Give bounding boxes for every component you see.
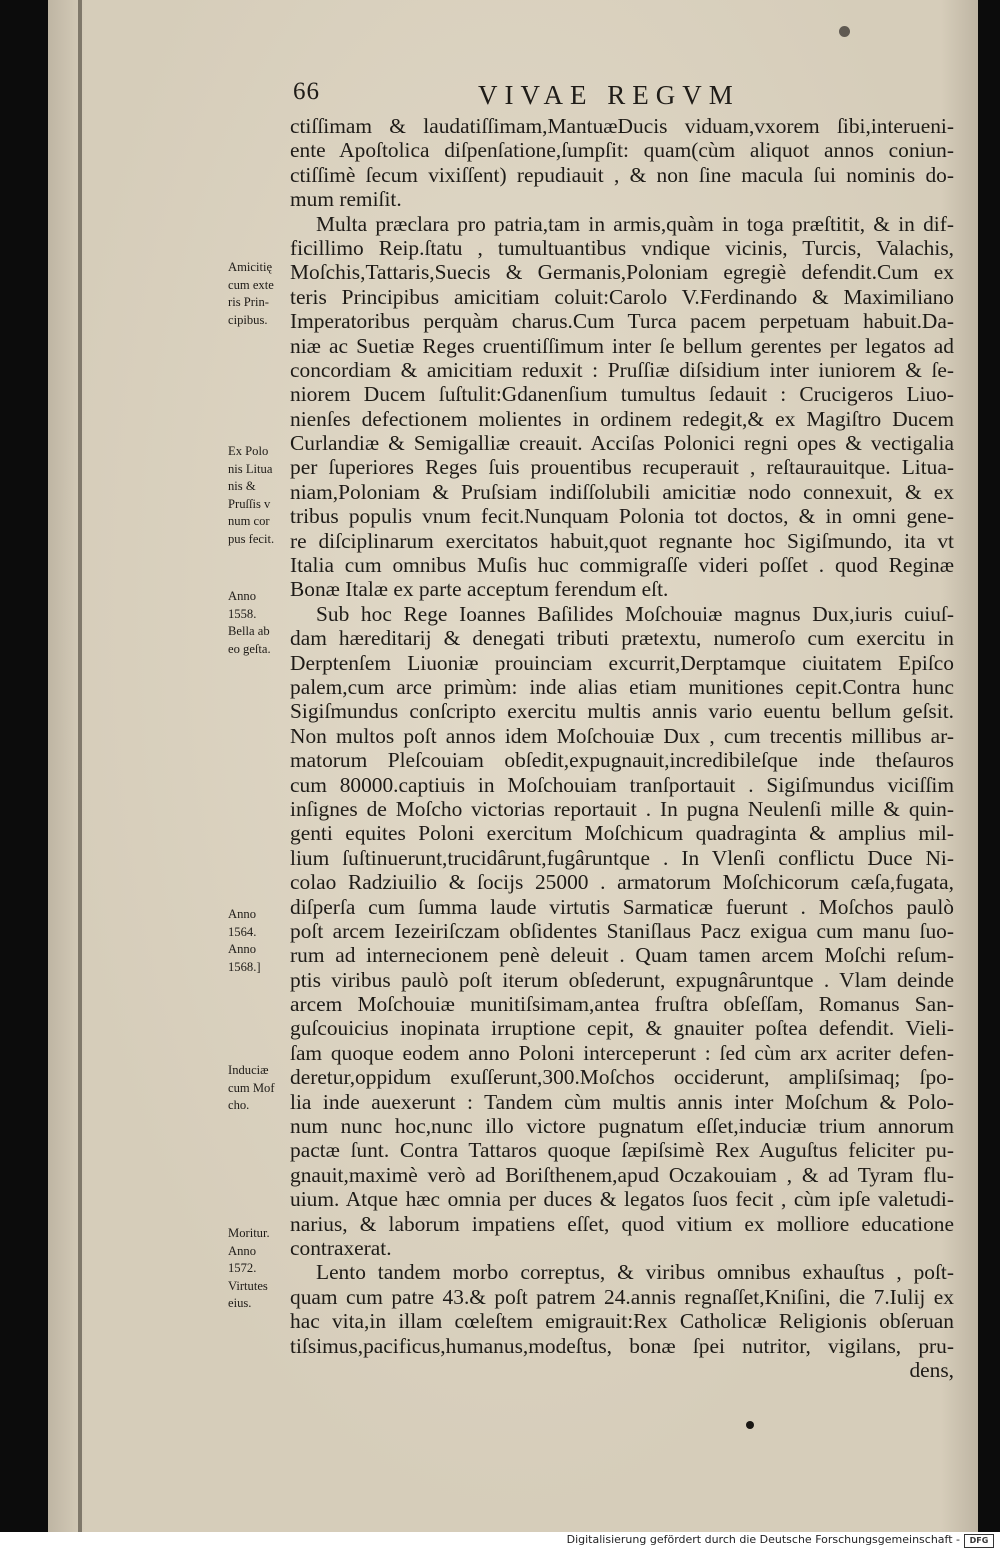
text-line: teris Principibus amicitiam coluit:Carolo V.Ferdinando & Maximiliano bbox=[290, 284, 954, 309]
text-line: lium ſuſtinuerunt,trucidârunt,fugâruntque . In Vlenſi conflictu Duce Ni- bbox=[290, 845, 954, 870]
text-line: palem,cum arce primùm: inde alias etiam munitiones cepit.Contra hunc bbox=[290, 674, 954, 699]
text-line: deretur,oppidum exuſſerunt,300.Moſchos occiderunt, ampliſsimaq; ſpo- bbox=[290, 1065, 954, 1090]
margin-note-line: cum exte bbox=[228, 277, 274, 292]
margin-note-anno-1564 bbox=[228, 906, 288, 976]
text-line: pactæ ſunt. Contra Tattaros quoque ſæpiſsimè Rex Auguſtus feliciter pu- bbox=[290, 1138, 954, 1163]
text-line: Italia cum omnibus Muſis huc commigraſſe videri poſſet . quod Reginæ bbox=[290, 553, 954, 578]
text-line: quam cum patre 43.& poſt patrem 24.annis regnaſſet,Kniſini, die 7.Iulij ex bbox=[290, 1284, 954, 1309]
margin-note-line: Pruſſis v bbox=[228, 496, 271, 511]
margin-note-line: eo geſta. bbox=[228, 641, 271, 656]
text-line: ptis viribus paulò poſt iterum obſederunt, expugnâruntque . Vlam deinde bbox=[290, 967, 954, 992]
margin-note-induciae bbox=[228, 1062, 288, 1115]
text-line: contraxerat. bbox=[290, 1235, 392, 1260]
margin-note-line: 1564. bbox=[228, 924, 257, 939]
margin-note-line: Anno bbox=[228, 942, 256, 957]
text-line: concordiam & amicitiam reduxit : Pruſſiæ diſsidium inter iuniorem & ſe- bbox=[290, 357, 954, 382]
text-line: niæ ac Suetiæ Reges cruentiſſimum inter ſe bellum gerentes per legatos ad bbox=[290, 333, 954, 358]
text-line: tiſsimus,pacificus,humanus,modeſtus, bonæ ſpei nutritor, vigilans, pru- bbox=[290, 1333, 954, 1358]
text-line: Imperatoribus perquàm charus.Cum Turca pacem perpetuam habuit.Da- bbox=[290, 309, 954, 334]
footer-bar bbox=[0, 1532, 1000, 1549]
funding-credit: Digitalisierung gefördert durch die Deutsche Forschungsgemeinschaft - bbox=[566, 1533, 960, 1546]
text-line: uium. Atque hæc omnia per duces & legatos ſuos fecit , cùm ipſe valetudi- bbox=[290, 1187, 954, 1212]
text-line: hac vita,in illam cœleſtem emigrauit:Rex Catholicæ Religionis obſeruan bbox=[290, 1309, 954, 1334]
main-text-block bbox=[290, 114, 954, 1382]
margin-note-line: eius. bbox=[228, 1296, 252, 1311]
text-line: Moſchis,Tattaris,Suecis & Germanis,Poloniam egregiè defendit.Cum ex bbox=[290, 260, 954, 285]
margin-note-anno-1558 bbox=[228, 588, 288, 658]
text-line: ente Apoſtolica diſpenſatione,ſumpſit: quam(cùm aliquot annos coniun- bbox=[290, 138, 954, 163]
margin-note-line: Induciæ bbox=[228, 1063, 269, 1077]
margin-note-line: Ex Polo bbox=[228, 444, 269, 458]
margin-note-line: nis & bbox=[228, 479, 256, 494]
margin-note-amicitia bbox=[228, 259, 288, 329]
margin-note-line: Anno bbox=[228, 907, 256, 921]
text-line: Derptenſem Liuoniæ prouinciam excurrit,Derptamque ciuitatem Epiſco bbox=[290, 650, 954, 675]
text-line: genti equites Poloni exercitum Moſchicum quadraginta & amplius mil- bbox=[290, 821, 954, 846]
text-line: cum 80000.captiuis in Moſchouiam tranſportauit . Sigiſmundus viciſſim bbox=[290, 772, 954, 797]
text-line: dens, bbox=[909, 1357, 954, 1382]
text-line: niam,Poloniam & Pruſsiam indiſſolubili amicitiæ nodo connexuit, & ex bbox=[290, 479, 954, 504]
text-line: guſcouicius inopinata irruptione cepit, & gnauiter poſtea defendit. Vieli- bbox=[290, 1016, 954, 1041]
margin-note-line: 1558. bbox=[228, 606, 257, 621]
text-line: gnauit,maximè verò ad Boriſthenem,apud Oczakouiam , & ad Tyram flu- bbox=[290, 1162, 954, 1187]
margin-note-line: cipibus. bbox=[228, 312, 268, 327]
text-line: niorem Ducem ſuſtulit:Gdanenſium tumultus ſedauit : Crucigeros Liuo- bbox=[290, 382, 954, 407]
margin-note-line: cho. bbox=[228, 1098, 250, 1113]
margin-note-line: Moritur. bbox=[228, 1226, 270, 1240]
text-line: re diſciplinarum exercitatos habuit,quot regnante hoc Sigiſmundo, ita vt bbox=[290, 528, 954, 553]
margin-note-line: cum Mof bbox=[228, 1080, 275, 1095]
gutter-shadow bbox=[78, 0, 82, 1532]
text-line: dam hæreditarij & denegati tributi prætextu, numeroſo cum exercitu in bbox=[290, 626, 954, 651]
running-title: VIVAE REGVM bbox=[478, 80, 740, 110]
margin-note-line: nis Litua bbox=[228, 461, 273, 476]
text-line: rum ad internecionem penè deleuit . Quam tamen arcem Moſchi reſum- bbox=[290, 943, 954, 968]
text-line: arcem Moſchouiæ munitiſsimam,antea fruſtra obſeſſam, Romanus San- bbox=[290, 992, 954, 1017]
text-line: mum remiſit. bbox=[290, 187, 402, 212]
text-line: colao Radziuilio & ſocijs 25000 . armatorum Moſchicorum cæſa,fugata, bbox=[290, 870, 954, 895]
text-line: Non multos poſt annos idem Moſchouiæ Dux , cum trecentis millibus ar- bbox=[290, 723, 954, 748]
margin-note-moritur bbox=[228, 1225, 288, 1313]
margin-note-line: Bella ab bbox=[228, 624, 270, 639]
text-line: inſignes de Moſcho victorias reportauit . In pugna Neulenſi mille & quin- bbox=[290, 796, 954, 821]
ink-dot bbox=[746, 1421, 754, 1429]
text-line: ficillimo Reip.ſtatu , tumultuantibus vndique vicinis, Turcis, Valachis, bbox=[290, 235, 954, 260]
margin-note-line: ris Prin- bbox=[228, 295, 269, 310]
ink-stain bbox=[839, 26, 850, 37]
margin-note-line: num cor bbox=[228, 514, 270, 529]
text-line: narius, & laborum impatiens eſſet, quod vitium ex molliore educatione bbox=[290, 1211, 954, 1236]
text-line: matorum Pleſcouiam obſedit,expugnauit,incredibileſque inde theſauros bbox=[290, 748, 954, 773]
text-line: Sigiſmundus conſcripto exercitu multis annis vario euentu bellum geſsit. bbox=[290, 699, 954, 724]
text-line: poſt arcem Iezeiriſczam obſidentes Staniſlaus Pacz exigua cum manu ſuo- bbox=[290, 918, 954, 943]
text-line: Multa præclara pro patria,tam in armis,quàm in toga præſtitit, & in dif- bbox=[316, 211, 954, 236]
dfg-logo: DFG bbox=[964, 1534, 994, 1548]
text-line: Sub hoc Rege Ioannes Baſilides Moſchouiæ magnus Dux,iuris cuiuſ- bbox=[316, 601, 954, 626]
text-line: diſperſa cum ſumma laude virtutis Sarmaticæ fuerunt . Moſchos paulò bbox=[290, 894, 954, 919]
text-line: lia inde auexerunt : Tandem cùm multis annis inter Moſchum & Polo- bbox=[290, 1089, 954, 1114]
page-number: 66 bbox=[293, 78, 320, 105]
text-line: num nunc hoc,nunc illo victore pugnatum eſſet,induciæ trium annorum bbox=[290, 1114, 954, 1139]
text-line: Bonæ Italæ ex parte acceptum ferendum eſt. bbox=[290, 577, 669, 602]
margin-note-ex-polonis bbox=[228, 443, 288, 549]
margin-note-line: Amicitię bbox=[228, 260, 273, 274]
text-line: nienſes defectionem molientes in ordinem redegit,& ex Magiſtro Ducem bbox=[290, 406, 954, 431]
text-line: per ſuperiores Reges ſuis prouentibus recuperauit , reſtaurauitque. Litua- bbox=[290, 455, 954, 480]
margin-note-line: Anno bbox=[228, 589, 256, 603]
text-line: Curlandiæ & Semigalliæ creauit. Acciſas Polonici regni opes & vectigalia bbox=[290, 431, 954, 456]
margin-note-line: 1568.] bbox=[228, 959, 261, 974]
text-line: Lento tandem morbo correptus, & viribus omnibus exhauſtus , poſt- bbox=[316, 1260, 954, 1285]
text-line: ſam quoque eodem anno Poloni interceperunt : ſed cùm arx acriter defen- bbox=[290, 1040, 954, 1065]
text-line: ctiſſimè ſecum vixiſſent) repudiauit , & non ſine macula ſui nominis do- bbox=[290, 162, 954, 187]
text-line: tribus populis vnum fecit.Nunquam Polonia tot doctos, & in omni gene- bbox=[290, 504, 954, 529]
margin-note-line: 1572. bbox=[228, 1261, 257, 1276]
margin-note-line: Virtutes bbox=[228, 1278, 268, 1293]
text-line: ctiſſimam & laudatiſſimam,MantuæDucis viduam,vxorem ſibi,interueni- bbox=[290, 114, 954, 138]
margin-note-line: pus fecit. bbox=[228, 531, 275, 546]
margin-note-line: Anno bbox=[228, 1243, 256, 1258]
